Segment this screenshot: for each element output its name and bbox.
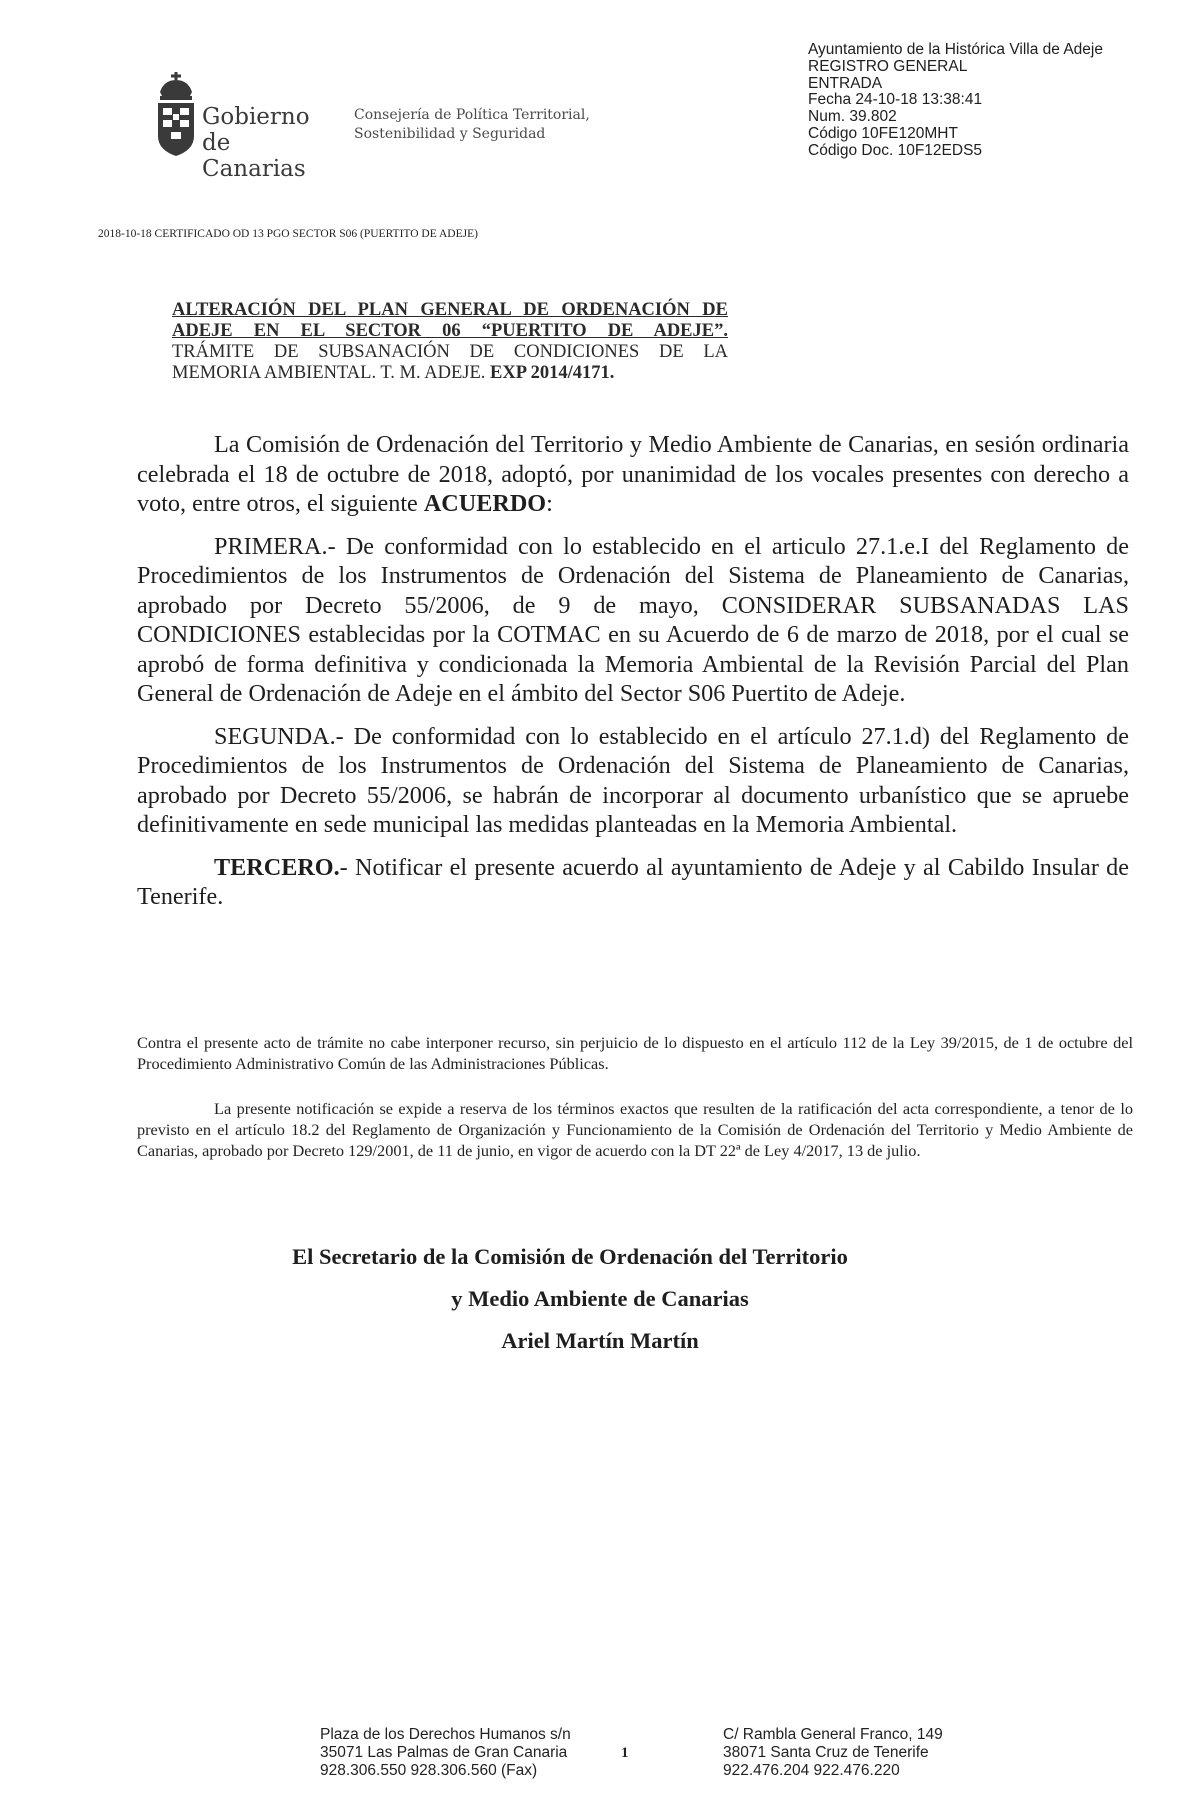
department-line-1: Consejería de Política Territorial, xyxy=(354,107,590,123)
reservation-note-text: La presente notificación se expide a reserva de los términos exactos que resulten de la ratificación del acta correspondiente, a tenor de lo previsto en el artículo 18.2 del Reglamento de Organización y Funcionamiento de la Comisión de Ordenación del Territorio y Medio Ambiente de Canarias, aprobado por Decreto 129/2001, de 11 de junio, en vigor de acuerdo con la DT 22ª de Ley 4/2017, 13 de julio. xyxy=(137,1099,1133,1160)
title-line-1: ALTERACIÓN DEL PLAN GENERAL DE ORDENACIÓN DE xyxy=(172,300,728,320)
resolution-body xyxy=(137,430,1129,912)
document-title xyxy=(172,300,728,384)
expediente-number: EXP 2014/4171. xyxy=(490,363,615,383)
document-reference: 2018-10-18 CERTIFICADO OD 13 PGO SECTOR S06 (PUERTITO DE ADEJE) xyxy=(98,228,478,240)
intro-end: : xyxy=(546,490,553,517)
signatory-title-2: y Medio Ambiente de Canarias xyxy=(451,1286,749,1311)
coat-of-arms-icon xyxy=(156,70,196,160)
intro-paragraph xyxy=(137,430,1129,519)
segunda-paragraph xyxy=(137,722,1129,840)
primera-label: PRIMERA. xyxy=(214,532,328,560)
intro-text: La Comisión de Ordenación del Territorio y Medio Ambiente de Canarias, en sesión ordinaria celebrada el 18 de octubre de 2018, adoptó, por unanimidad de los vocales presentes con derecho a voto, entre otros, el siguiente xyxy=(137,431,1129,517)
registry-stamp xyxy=(808,42,1103,160)
registry-line: Fecha 24-10-18 13:38:41 xyxy=(808,91,983,109)
acuerdo-keyword: ACUERDO xyxy=(423,490,547,517)
registry-line: Num. 39.802 xyxy=(808,108,897,126)
tercero-paragraph xyxy=(137,853,1129,912)
tercero-label: TERCERO. xyxy=(214,853,340,881)
primera-text: - De conformidad con lo establecido en el articulo 27.1.e.I del Reglamento de Procedimientos de los Instrumentos de Ordenación del Sistema de Planeamiento de Canarias, aprobado por Decreto 55/2006, de 9 de mayo, CONSIDERAR SUBSANADAS LAS CONDICIONES establecidas por la COTMAC en su Acuerdo de 6 de marzo de 2018, por el cual se aprobó de forma definitiva y condicionada la Memoria Ambiental de la Revisión Parcial del Plan General de Ordenación de Adeje en el ámbito del Sector S06 Puertito de Adeje. xyxy=(137,532,1129,707)
title-line-2: ADEJE EN EL SECTOR 06 “PUERTITO DE ADEJE”. xyxy=(172,321,728,341)
footer-line: C/ Rambla General Franco, 149 xyxy=(723,1726,943,1743)
signatory-name: Ariel Martín Martín xyxy=(501,1328,699,1353)
title-line-4 xyxy=(172,363,728,384)
registry-line: Código 10FE120MHT xyxy=(808,124,958,142)
footer-line: 35071 Las Palmas de Gran Canaria xyxy=(320,1744,568,1761)
segunda-text: - De conformidad con lo establecido en el artículo 27.1.d) del Reglamento de Procedimientos de los Instrumentos de Ordenación del Sistema de Planeamiento de Canarias, aprobado por Decreto 55/2006, se habrán de incorporar al documento urbanístico que se apruebe definitivamente en sede municipal las medidas planteadas en la Memoria Ambiental. xyxy=(137,722,1129,838)
primera-paragraph xyxy=(137,532,1129,709)
reservation-note xyxy=(137,1098,1133,1161)
gobierno-canarias-logo xyxy=(156,70,326,182)
appeal-note xyxy=(137,1032,1133,1074)
title-line-4-text: MEMORIA AMBIENTAL. T. M. ADEJE. xyxy=(172,363,490,383)
department-name xyxy=(354,106,590,144)
tercero-text: - Notificar el presente acuerdo al ayuntamiento de Adeje y al Cabildo Insular de Tenerife. xyxy=(137,853,1129,910)
signatory-title-1: El Secretario de la Comisión de Ordenación del Territorio xyxy=(292,1244,848,1269)
footer-address-las-palmas xyxy=(320,1726,571,1780)
logo-text xyxy=(202,104,326,182)
logo-line-1: Gobierno xyxy=(202,104,310,130)
footer-line: Plaza de los Derechos Humanos s/n xyxy=(320,1726,571,1743)
department-line-2: Sostenibilidad y Seguridad xyxy=(354,126,546,142)
registry-line: REGISTRO GENERAL xyxy=(808,57,968,75)
footer-address-santa-cruz xyxy=(723,1726,943,1780)
logo-line-2: de Canarias xyxy=(202,130,306,182)
registry-line: Ayuntamiento de la Histórica Villa de Adeje xyxy=(808,41,1103,58)
registry-line: Código Doc. 10F12EDS5 xyxy=(808,141,983,159)
page-number: 1 xyxy=(621,1745,629,1761)
title-line-3: TRÁMITE DE SUBSANACIÓN DE CONDICIONES DE LA xyxy=(172,342,728,362)
registry-line: ENTRADA xyxy=(808,74,883,92)
footer-line: 922.476.204 922.476.220 xyxy=(723,1762,900,1779)
footer-line: 928.306.550 928.306.560 (Fax) xyxy=(320,1762,538,1779)
signature-block xyxy=(0,1236,1200,1362)
segunda-label: SEGUNDA. xyxy=(214,722,336,750)
footer-line: 38071 Santa Cruz de Tenerife xyxy=(723,1744,929,1761)
appeal-note-text: Contra el presente acto de trámite no cabe interponer recurso, sin perjuicio de lo dispuesto en el artículo 112 de la Ley 39/2015, de 1 de octubre del Procedimiento Administrativo Común de las Administraciones Públicas. xyxy=(137,1033,1133,1073)
